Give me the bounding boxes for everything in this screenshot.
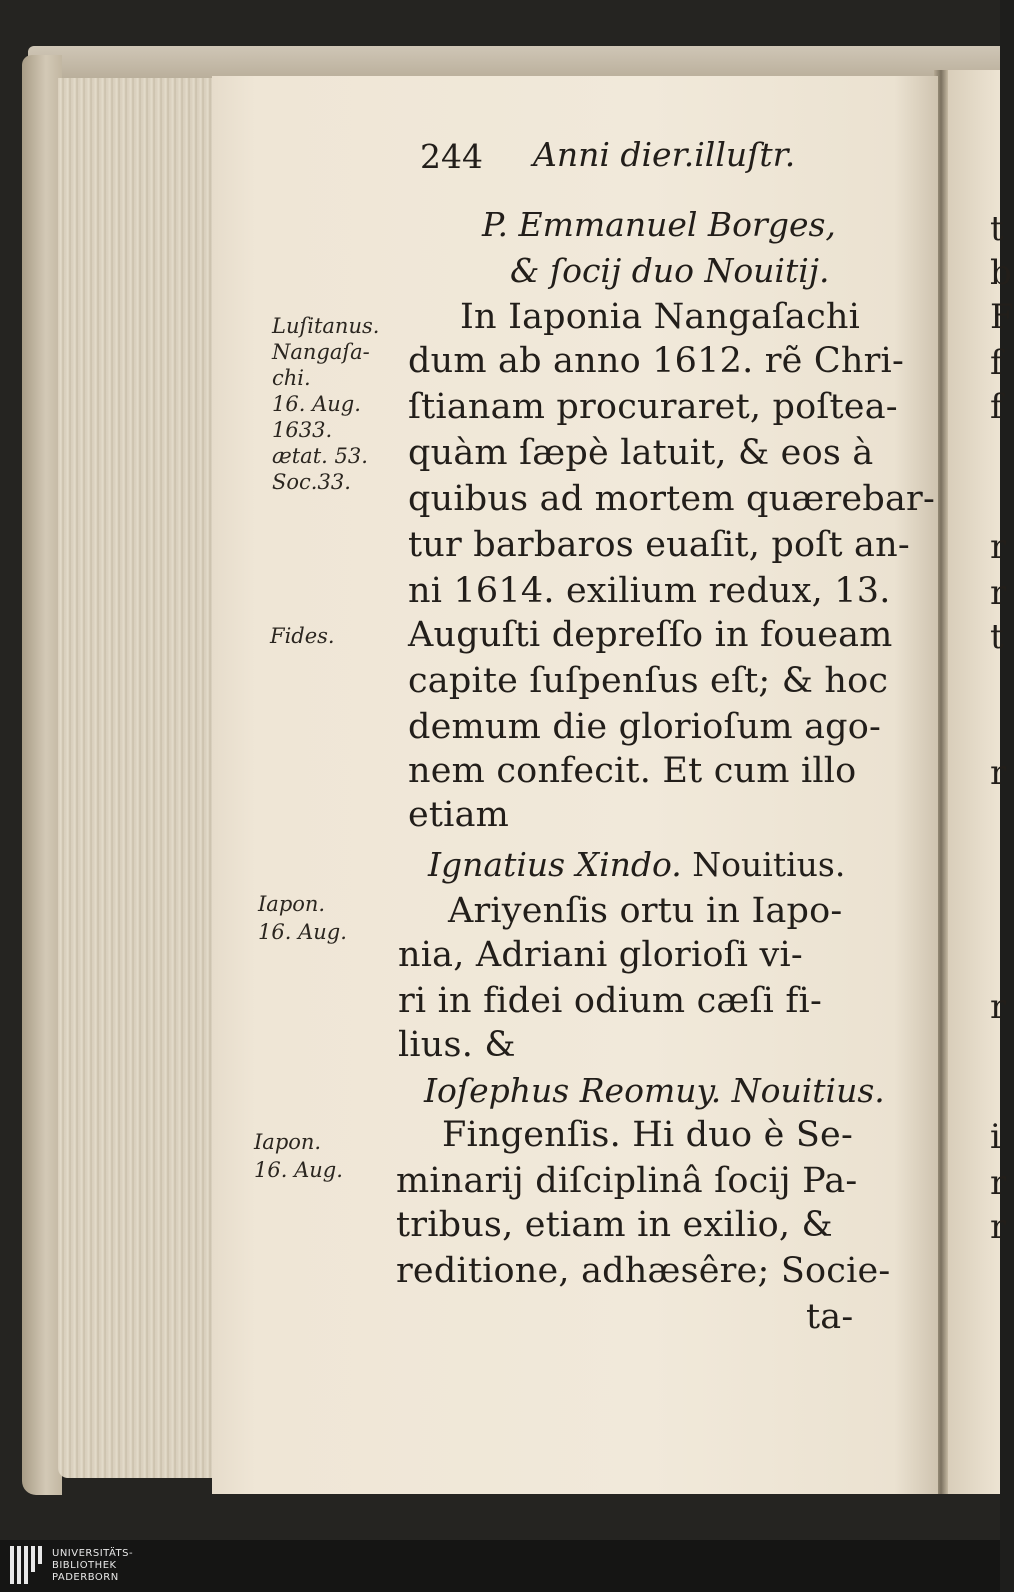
facing-page-char: r — [990, 527, 1007, 567]
text-line: Auguſti depreſſo in foueam — [408, 615, 893, 655]
text-line: quàm ſæpè latuit, & eos à — [408, 433, 874, 473]
margin-note: Luſitanus. — [272, 314, 380, 338]
facing-page-char: t — [990, 617, 1004, 657]
margin-note: Nangaſa- — [272, 340, 370, 364]
text-line: ri in fidei odium cæſi fi- — [398, 981, 822, 1021]
library-name-line3: PADERBORN — [52, 1572, 119, 1583]
heading-xindo-role: Nouitius. — [692, 845, 846, 884]
library-name-line1: UNIVERSITÄTS- — [52, 1548, 134, 1559]
library-name-line2: BIBLIOTHEK — [52, 1560, 117, 1571]
page-number: 244 — [420, 137, 483, 176]
margin-note-fides: Fides. — [270, 624, 335, 648]
heading-borges: P. Emmanuel Borges, — [482, 205, 836, 244]
margin-note: 16. Aug. — [254, 1158, 343, 1182]
text-line: nia, Adriani glorioſi vi- — [398, 935, 803, 975]
library-footer — [0, 1540, 1000, 1592]
text-line: tur barbaros euaſit, poſt an- — [408, 525, 910, 565]
text-line: dum ab anno 1612. rẽ Chri- — [408, 341, 904, 381]
book-cover-top — [28, 46, 1000, 80]
margin-note: 16. Aug. — [258, 920, 347, 944]
facing-page-char: r — [990, 1207, 1007, 1247]
text-line: capite ſuſpenſus eſt; & hoc — [408, 661, 889, 701]
margin-note: ætat. 53. — [272, 444, 368, 468]
text-line: demum die glorioſum ago- — [408, 707, 882, 747]
text-line: reditione, adhæsêre; Socie- — [396, 1251, 891, 1291]
catchword: ta- — [806, 1297, 854, 1337]
facing-page-char: r — [990, 753, 1007, 793]
facing-page-char: f — [990, 343, 1003, 383]
text-line: ſtianam procuraret, poſtea- — [408, 387, 898, 427]
text-line: In Iaponia Nangaſachi — [460, 297, 861, 337]
facing-page-char: i — [990, 1117, 1001, 1157]
text-line: tribus, etiam in exilio, & — [396, 1205, 833, 1245]
margin-note: 16. Aug. — [272, 392, 361, 416]
heading-xindo — [428, 845, 846, 884]
margin-note: Iapon. — [254, 1130, 322, 1154]
text-line: minarij diſciplinâ ſocij Pa- — [396, 1161, 858, 1201]
facing-page-char: r — [990, 1163, 1007, 1203]
margin-note: Iapon. — [258, 892, 326, 916]
text-line: Fingenſis. Hi duo è Se- — [442, 1115, 853, 1155]
heading-socii: & ſocij duo Nouitij. — [510, 251, 830, 290]
heading-xindo-name: Ignatius Xindo. — [428, 845, 682, 884]
page-edges — [58, 78, 218, 1478]
text-line: lius. & — [398, 1025, 516, 1065]
facing-page-char: r — [990, 987, 1007, 1027]
margin-note: 1633. — [272, 418, 333, 442]
text-line: etiam — [408, 795, 510, 835]
library-logo-icon — [10, 1546, 44, 1584]
book-cover-spine-edge — [22, 55, 62, 1495]
running-title: Anni dier.illuſtr. — [533, 135, 796, 174]
facing-page-char: t — [990, 209, 1004, 249]
text-line: nem confecit. Et cum illo — [408, 751, 857, 791]
heading-reomuy: Ioſephus Reomuy. Nouitius. — [424, 1071, 885, 1110]
facing-page-char: r — [990, 573, 1007, 613]
facing-page-char: F — [990, 297, 1014, 337]
margin-note: Soc.33. — [272, 470, 351, 494]
text-line: Ariyenſis ortu in Iapo- — [448, 891, 843, 931]
text-line: quibus ad mortem quærebar- — [408, 479, 935, 519]
margin-note: chi. — [272, 366, 311, 390]
text-line: ni 1614. exilium redux, 13. — [408, 571, 891, 611]
facing-page-char: f — [990, 387, 1003, 427]
facing-page-char: b — [990, 253, 1012, 293]
